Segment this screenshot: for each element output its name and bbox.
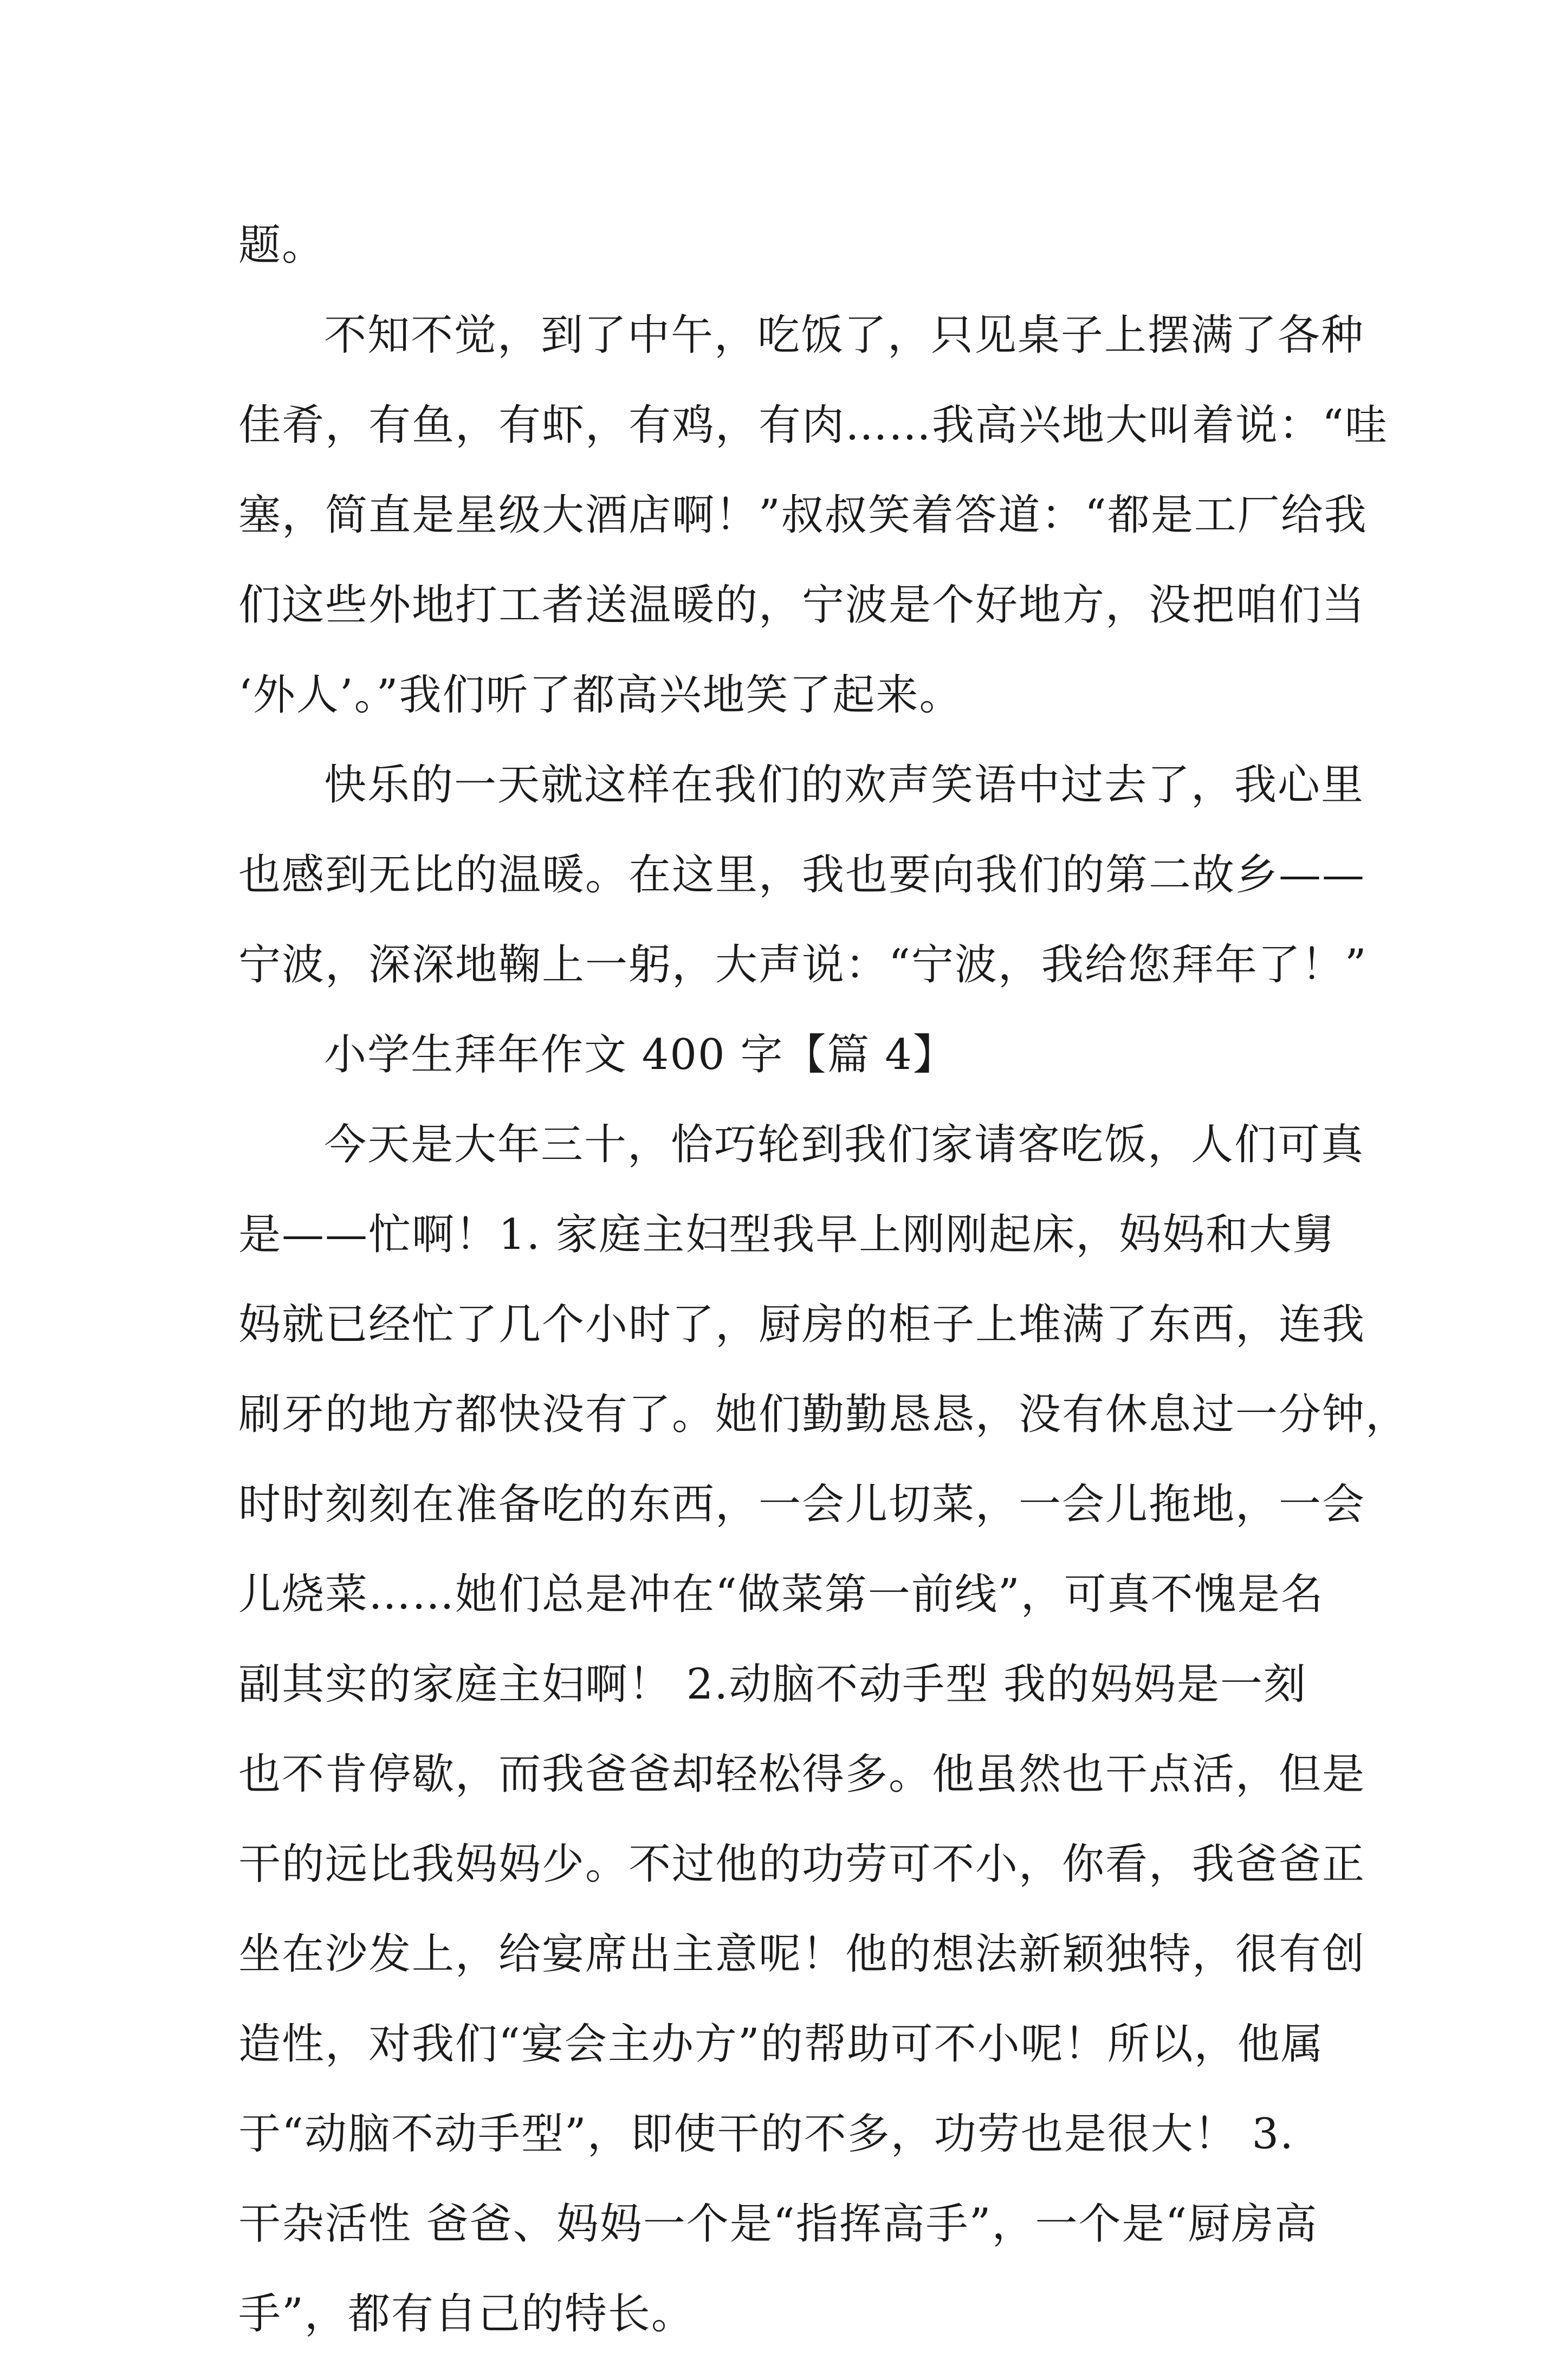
text-line: 也不肯停歇，而我爸爸却轻松得多。他虽然也干点活，但是	[238, 1750, 1366, 1799]
text-line: 儿烧菜……她们总是冲在“做菜第一前线”，可真不愧是名	[238, 1570, 1324, 1619]
document-body	[238, 200, 1409, 2359]
text-line: 是——忙啊！1. 家庭主妇型我早上刚刚起床，妈妈和大舅	[238, 1210, 1336, 1259]
text-line: 于“动脑不动手型”，即使干的不多，功劳也是很大！ 3.	[238, 2110, 1294, 2159]
text-line: 不知不觉，到了中午，吃饭了，只见桌子上摆满了各种	[324, 311, 1365, 360]
text-line: 手”，都有自己的特长。	[238, 2290, 695, 2338]
text-line: 坐在沙发上，给宴席出主意呢！他的想法新颖独特，很有创	[238, 1930, 1366, 1979]
text-line: 佳肴，有鱼，有虾，有鸡，有肉……我高兴地大叫着说：“哇	[238, 401, 1388, 450]
text-line: 今天是大年三十，恰巧轮到我们家请客吃饭，人们可真	[324, 1120, 1365, 1169]
text-line: 快乐的一天就这样在我们的欢声笑语中过去了，我心里	[324, 761, 1365, 809]
text-line: 也感到无比的温暖。在这里，我也要向我们的第二故乡——	[238, 851, 1366, 899]
text-line: 副其实的家庭主妇啊！ 2.动脑不动手型 我的妈妈是一刻	[238, 1660, 1307, 1709]
text-line: 造性，对我们“宴会主办方”的帮助可不小呢！所以，他属	[238, 2020, 1324, 2069]
text-line: 妈就已经忙了几个小时了，厨房的柜子上堆满了东西，连我	[238, 1300, 1366, 1349]
text-line: 干的远比我妈妈少。不过他的功劳可不小，你看，我爸爸正	[238, 1840, 1366, 1889]
text-line: 塞，简直是星级大酒店啊！”叔叔笑着答道：“都是工厂给我	[238, 491, 1368, 540]
text-line: 时时刻刻在准备吃的东西，一会儿切菜，一会儿拖地，一会	[238, 1480, 1366, 1529]
text-line: ‘外人’。”我们听了都高兴地笑了起来。	[238, 671, 963, 720]
text-line: 宁波，深深地鞠上一躬，大声说：“宁波，我给您拜年了！”	[238, 941, 1368, 989]
section-heading: 小学生拜年作文 400 字【篇 4】	[324, 1031, 956, 1079]
text-line: 刷牙的地方都快没有了。她们勤勤恳恳，没有休息过一分钟，	[238, 1390, 1409, 1439]
text-line: 干杂活性 爸爸、妈妈一个是“指挥高手”，一个是“厨房高	[238, 2200, 1318, 2248]
text-line: 们这些外地打工者送温暖的，宁波是个好地方，没把咱们当	[238, 581, 1366, 630]
text-line: 题。	[238, 221, 326, 270]
